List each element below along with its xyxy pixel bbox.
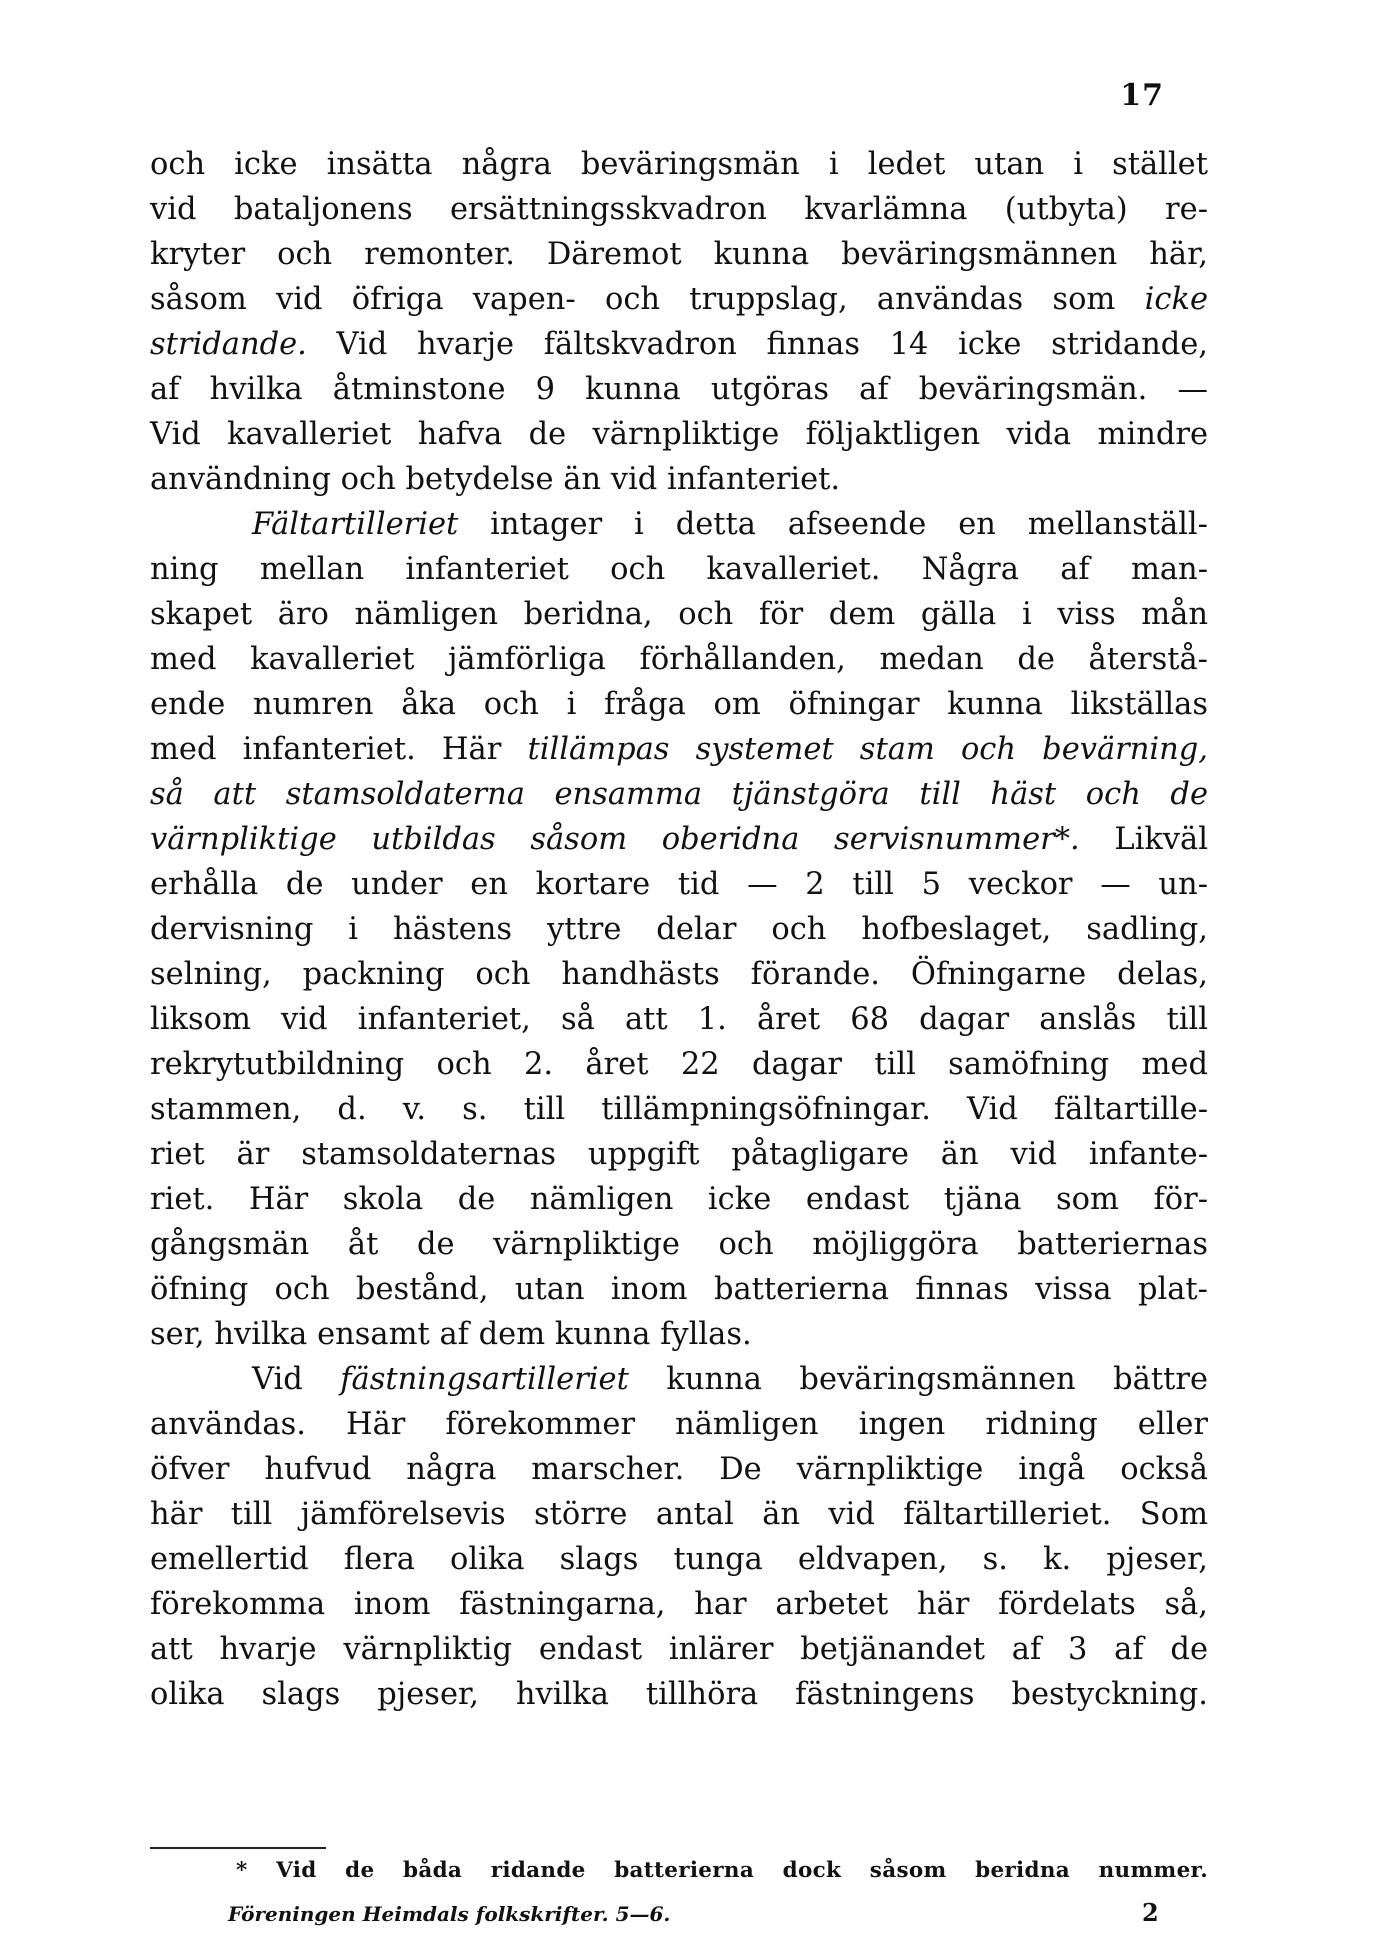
- text-line: [150, 1627, 1208, 1672]
- text-segment: vid bataljonens ersättningsskvadron kvarlämna (utbyta) re-: [150, 192, 1208, 227]
- text-segment: såsom vid öfriga vapen- och truppslag, användas som: [150, 282, 1145, 317]
- italic-text: Fältartilleriet: [252, 507, 459, 542]
- text-line: [150, 1672, 1208, 1717]
- italic-text: icke: [1144, 282, 1208, 317]
- text-line: [150, 1402, 1208, 1447]
- text-line: [150, 1177, 1208, 1222]
- text-line: [150, 547, 1208, 592]
- text-segment: förekomma inom fästningarna, har arbetet här fördelats så,: [150, 1587, 1208, 1622]
- italic-text: värnpliktige utbildas såsom oberidna servisnummer*.: [150, 822, 1080, 857]
- text-line: [150, 952, 1208, 997]
- text-line: [150, 862, 1208, 907]
- text-line: [150, 772, 1208, 817]
- text-segment: användas. Här förekommer nämligen ingen ridning eller: [150, 1407, 1208, 1442]
- text-segment: med kavalleriet jämförliga förhållanden, medan de återstå-: [150, 642, 1208, 677]
- text-segment: dervisning i hästens yttre delar och hofbeslaget, sadling,: [150, 912, 1208, 947]
- text-segment: skapet äro nämligen beridna, och för dem gälla i viss mån: [150, 597, 1208, 632]
- text-line: [150, 727, 1208, 772]
- text-line: [150, 322, 1208, 367]
- text-segment: selning, packning och handhästs förande. Öfningarne delas,: [150, 957, 1208, 992]
- text-line: [150, 1312, 1208, 1357]
- text-line: [150, 1582, 1208, 1627]
- text-segment: Vid hvarje fältskvadron finnas 14 icke stridande,: [306, 327, 1208, 362]
- text-line: [150, 1537, 1208, 1582]
- text-line: [150, 592, 1208, 637]
- italic-text: fästningsartilleriet: [340, 1362, 629, 1397]
- italic-text: tillämpas systemet stam och bevärning,: [527, 732, 1209, 767]
- text-segment: och icke insätta några beväringsmän i ledet utan i stället: [150, 147, 1208, 182]
- text-line: [150, 637, 1208, 682]
- text-segment: olika slags pjeser, hvilka tillhöra fästningens bestyckning.: [150, 1677, 1208, 1712]
- text-line: [150, 502, 1208, 547]
- text-segment: med infanteriet. Här: [150, 732, 528, 767]
- text-line: [150, 1447, 1208, 1492]
- page-number: 17: [1120, 78, 1164, 113]
- text-segment: kryter och remonter. Däremot kunna beväringsmännen här,: [150, 237, 1208, 272]
- sheet-mark: 2: [1142, 1898, 1159, 1927]
- footnote: * Vid de båda ridande batterierna dock såsom beridna nummer.: [236, 1858, 1208, 1883]
- text-line: [150, 1492, 1208, 1537]
- text-line: [150, 412, 1208, 457]
- text-segment: emellertid flera olika slags tunga eldvapen, s. k. pjeser,: [150, 1542, 1208, 1577]
- text-segment: Likväl: [1079, 822, 1208, 857]
- text-segment: kunna beväringsmännen bättre: [628, 1362, 1208, 1397]
- text-segment: här till jämförelsevis större antal än vid fältartilleriet. Som: [150, 1497, 1208, 1532]
- text-segment: ende numren åka och i fråga om öfningar kunna likställas: [150, 687, 1208, 722]
- italic-text: så att stamsoldaterna ensamma tjänstgöra till häst och de: [150, 777, 1208, 812]
- text-segment: att hvarje värnpliktig endast inlärer betjänandet af 3 af de: [150, 1632, 1208, 1667]
- text-line: [150, 1222, 1208, 1267]
- text-segment: riet. Här skola de nämligen icke endast tjäna som för-: [150, 1182, 1208, 1217]
- text-segment: Vid: [252, 1362, 341, 1397]
- text-line: [150, 817, 1208, 862]
- text-segment: rekrytutbildning och 2. året 22 dagar till samöfning med: [150, 1047, 1208, 1082]
- text-line: [150, 1267, 1208, 1312]
- text-segment: riet är stamsoldaternas uppgift påtagligare än vid infante-: [150, 1137, 1208, 1172]
- text-line: [150, 682, 1208, 727]
- body-text: [150, 142, 1208, 1717]
- text-segment: ser, hvilka ensamt af dem kunna fyllas.: [150, 1317, 752, 1352]
- text-line: [150, 277, 1208, 322]
- text-segment: Vid kavalleriet hafva de värnpliktige följaktligen vida mindre: [150, 417, 1208, 452]
- text-line: [150, 1087, 1208, 1132]
- text-line: [150, 907, 1208, 952]
- text-line: [150, 1357, 1208, 1402]
- text-segment: gångsmän åt de värnpliktige och möjliggöra batteriernas: [150, 1227, 1208, 1262]
- text-segment: liksom vid infanteriet, så att 1. året 68 dagar anslås till: [150, 1002, 1208, 1037]
- text-segment: intager i detta afseende en mellanställ-: [458, 507, 1208, 542]
- text-line: [150, 187, 1208, 232]
- text-segment: stammen, d. v. s. till tillämpningsöfningar. Vid fältartille-: [150, 1092, 1208, 1127]
- text-line: [150, 232, 1208, 277]
- text-line: [150, 457, 1208, 502]
- footnote-rule: [150, 1847, 326, 1849]
- text-line: [150, 367, 1208, 412]
- text-segment: öfning och bestånd, utan inom batterierna finnas vissa plat-: [150, 1272, 1208, 1307]
- printer-signature: Föreningen Heimdals folkskrifter. 5—6.: [228, 1902, 671, 1926]
- text-line: [150, 142, 1208, 187]
- text-segment: ning mellan infanteriet och kavalleriet. Några af man-: [150, 552, 1208, 587]
- text-line: [150, 997, 1208, 1042]
- text-segment: öfver hufvud några marscher. De värnpliktige ingå också: [150, 1452, 1208, 1487]
- text-line: [150, 1132, 1208, 1177]
- text-line: [150, 1042, 1208, 1087]
- text-segment: användning och betydelse än vid infanteriet.: [150, 462, 841, 497]
- italic-text: stridande.: [150, 327, 307, 362]
- text-segment: af hvilka åtminstone 9 kunna utgöras af beväringsmän. —: [150, 372, 1208, 407]
- text-segment: erhålla de under en kortare tid — 2 till 5 veckor — un-: [150, 867, 1208, 902]
